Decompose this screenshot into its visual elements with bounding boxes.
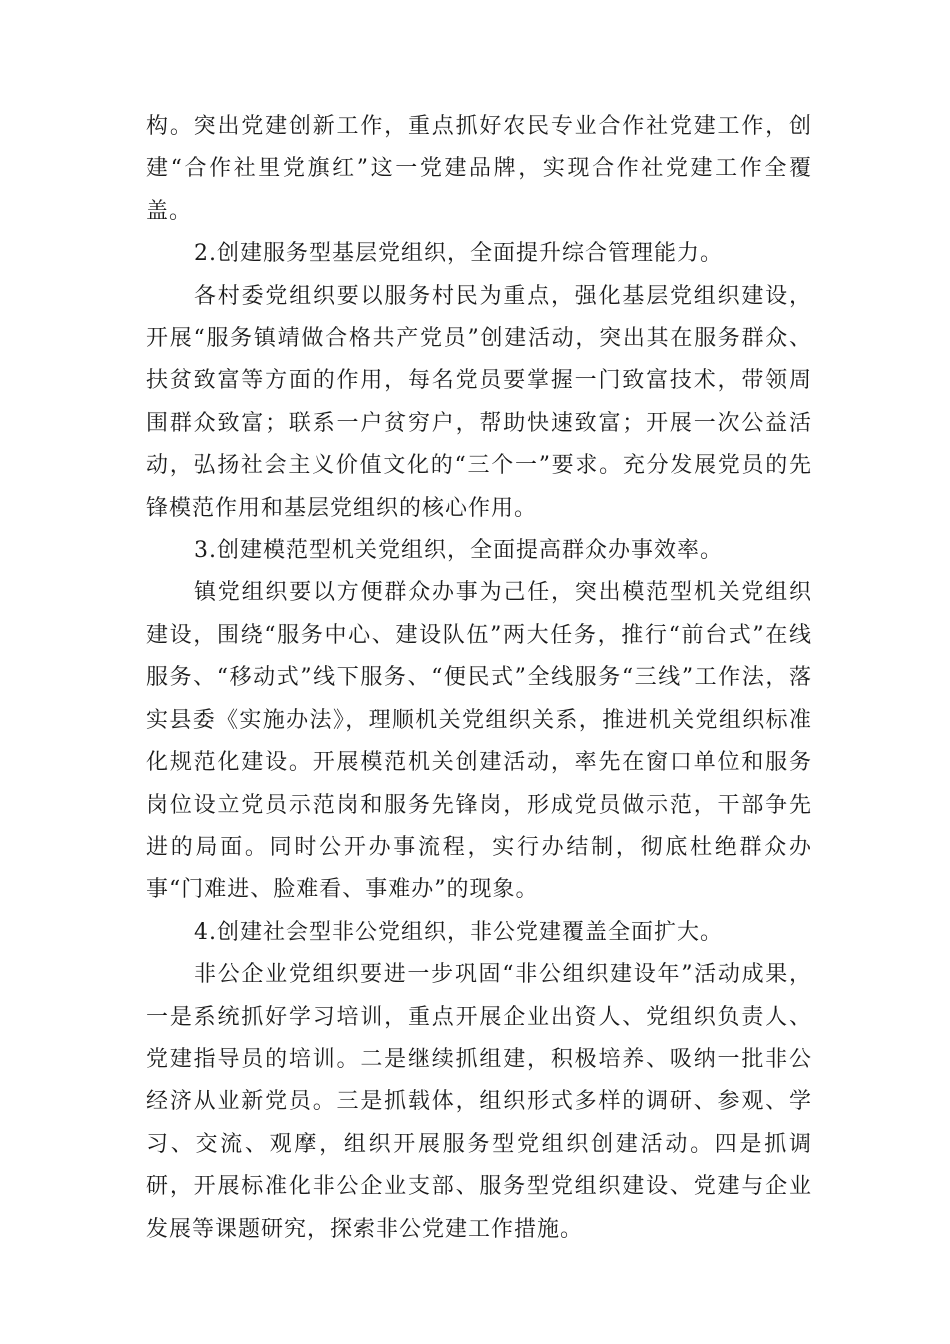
paragraph-section-2: 各村委党组织要以服务村民为重点，强化基层党组织建设，开展“服务镇靖做合格共产党员”创建活动，突出其在服务群众、扶贫致富等方面的作用，每名党员要掌握一门致富技术，带领周围群众致富；联系一户贫穷户，帮助快速致富；开展一次公益活动，弘扬社会主义价值文化的“三个一”要求。充分发展党员的先锋模范作用和基层党组织的核心作用。 <box>146 283 812 521</box>
section-heading-2: 2.创建服务型基层党组织，全面提升综合管理能力。 <box>194 241 723 267</box>
paragraph-section-3: 镇党组织要以方便群众办事为己任，突出模范型机关党组织建设，围绕“服务中心、建设队伍”两大任务，推行“前台式”在线服务、“移动式”线下服务、“便民式”全线服务“三线”工作法，落实县委《实施办法》，理顺机关党组织关系，推进机关党组织标准化规范化建设。开展模范机关创建活动，率先在窗口单位和服务岗位设立党员示范岗和服务先锋岗，形成党员做示范，干部争先进的局面。同时公开办事流程，实行办结制，彻底杜绝群众办事“门难进、脸难看、事难办”的现象。 <box>146 580 812 903</box>
paragraph-section-4: 非公企业党组织要进一步巩固“非公组织建设年”活动成果，一是系统抓好学习培训，重点开展企业出资人、党组织负责人、党建指导员的培训。二是继续抓组建，积极培养、吸纳一批非公经济从业新党员。三是抓载体，组织形式多样的调研、参观、学习、交流、观摩，组织开展服务型党组织创建活动。四是抓调研，开展标准化非公企业支部、服务型党组织建设、党建与企业发展等课题研究，探索非公党建工作措施。 <box>146 962 812 1242</box>
paragraph-continuation: 构。突出党建创新工作，重点抓好农民专业合作社党建工作，创建“合作社里党旗红”这一党建品牌，实现合作社党建工作全覆盖。 <box>146 114 812 224</box>
section-heading-3: 3.创建模范型机关党组织，全面提高群众办事效率。 <box>194 538 723 564</box>
section-heading-4: 4.创建社会型非公党组织，非公党建覆盖全面扩大。 <box>194 919 723 945</box>
document-body <box>146 106 812 1251</box>
